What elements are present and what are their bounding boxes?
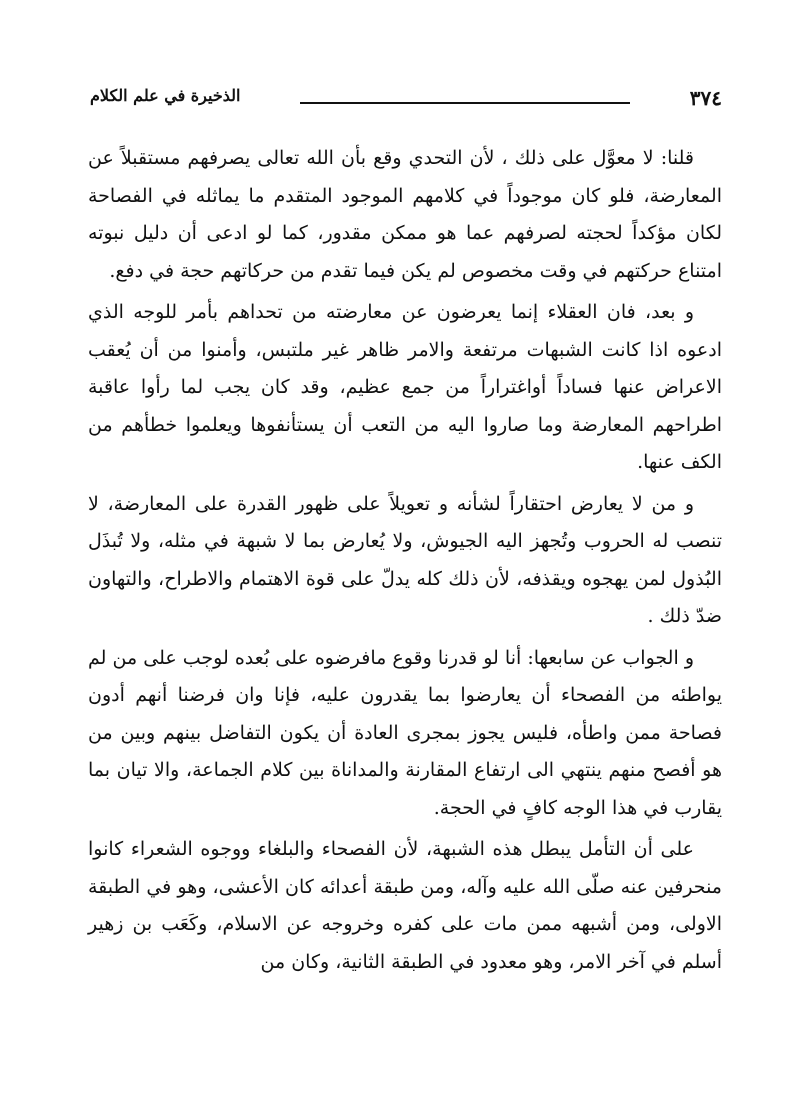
paragraph: على أن التأمل يبطل هذه الشبهة، لأن الفصحاء والبلغاء ووجوه الشعراء كانوا منحرفين عنه صلّى الله عليه وآله، ومن طبقة أعدائه كان الأعشى، وهو في الطبقة الاولى، ومن أشبهه ممن مات على كفره وخروجه عن الاسلام، وكَعَب بن زهير أسلم في آخر الامر، وهو معدود في الطبقة الثانية، وكان من bbox=[88, 838, 722, 973]
paragraph: و بعد، فان العقلاء إنما يعرضون عن معارضته من تحداهم بأمر للوجه الذي ادعوه اذا كانت الشبهات مرتفعة والامر ظاهر غير ملتبس، وأمنوا من أن يُعقب الاعراض عنها فساداً أواغتراراً من جمع عظيم، وقد كان يجب لما رأوا عاقبة اطراحهم المعارضة وما صاروا اليه من التعب أن يستأنفوها ويعلموا خطأهم من الكف عنها. bbox=[88, 301, 722, 473]
body-text bbox=[88, 140, 722, 985]
page-number: ٣٧٤ bbox=[689, 86, 722, 110]
paragraph: و الجواب عن سابعها: أنا لو قدرنا وقوع مافرضوه على بُعده لوجب على من لم يواطئه من الفصحاء أن يعارضوا بما يقدرون عليه، فإنا وان فرضنا أنهم أدون فصاحة ممن واطأه، فليس يجوز بمجرى العادة أن يكون التفاضل بينهم وبين من هو أفصح منهم ينتهي الى ارتفاع المقارنة والمداناة بين كلام الجماعة، والا تيان بما يقارب في هذا الوجه كافٍ في الحجة. bbox=[88, 646, 722, 819]
header-rule bbox=[300, 102, 630, 104]
running-header bbox=[90, 82, 722, 112]
paragraph: قلنا: لا معوَّل على ذلك ، لأن التحدي وقع بأن الله تعالى يصرفهم مستقبلاً عن المعارضة، فلو كان موجوداً في كلامهم الموجود المتقدم ما يماثله في الفصاحة لكان مؤكداً لحجته لصرفهم عما هو ممكن مقدور، كما لو ادعى أن دليل نبوته امتناع حركتهم في وقت مخصوص لم يكن فيما تقدم من حركاتهم حجة في دفع. bbox=[88, 147, 722, 282]
book-title: الذخيرة في علم الكلام bbox=[90, 86, 241, 105]
paragraph: و من لا يعارض احتقاراً لشأنه و تعويلاً على ظهور القدرة على المعارضة، لا تنصب له الحروب وتُجهز اليه الجيوش، ولا يُعارض بما لا شبهة في مثله، ولا تُبذَل البُذول لمن يهجوه ويقذفه، لأن ذلك كله يدلّ على قوة الاهتمام والاطراح، والتهاون ضدّ ذلك . bbox=[88, 492, 722, 627]
